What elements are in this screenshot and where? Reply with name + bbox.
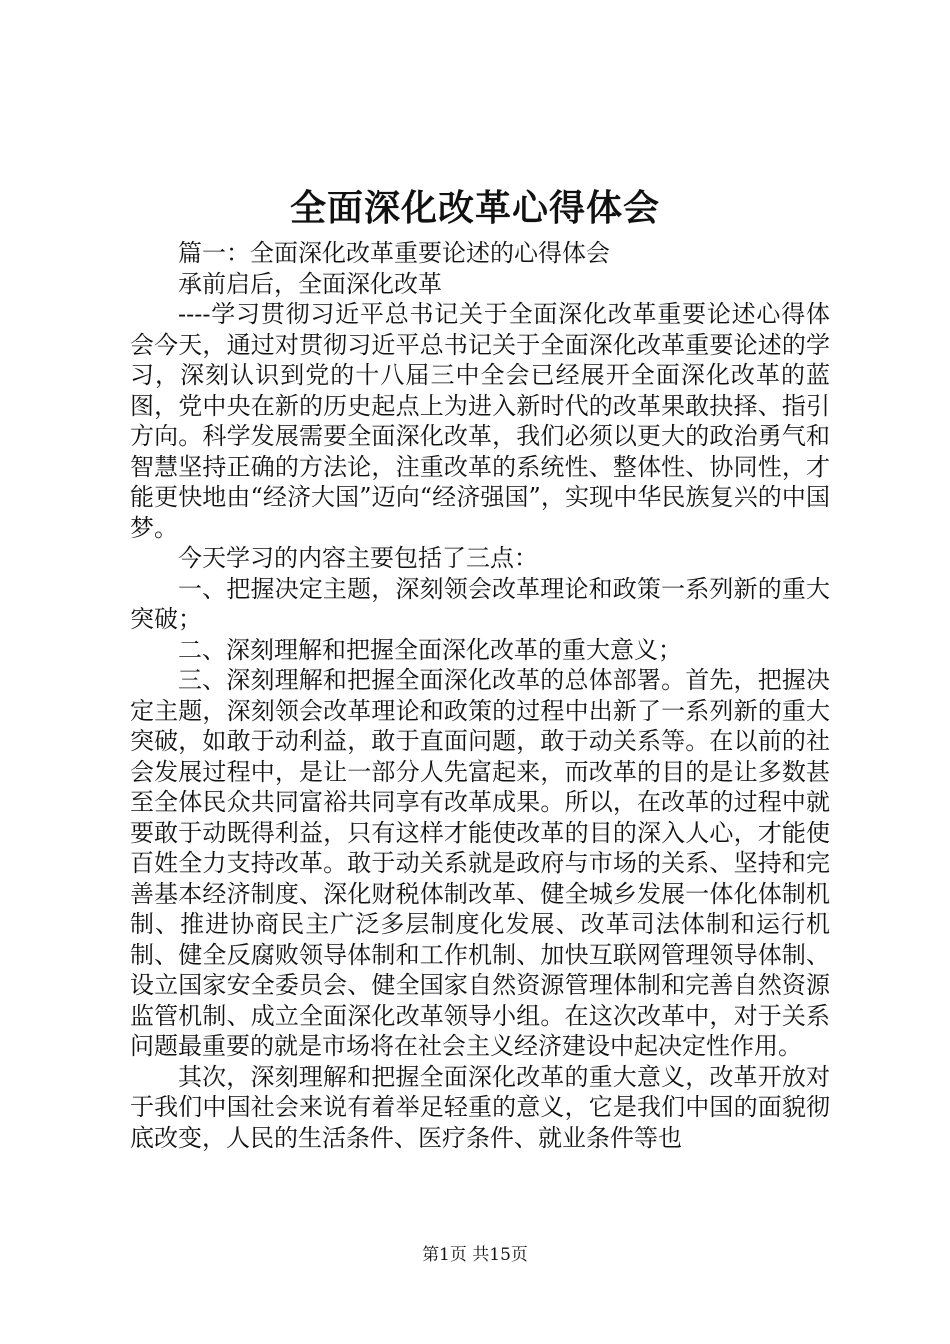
document-title: 全面深化改革心得体会 (289, 187, 660, 229)
paragraph-point-one: 一、把握决定主题，深刻领会改革理论和政策一系列新的重大突破； (130, 574, 830, 633)
paragraph-intro: ----学习贯彻习近平总书记关于全面深化改革重要论述心得体会今天，通过对贯彻习近平总书记关于全面深化改革重要论述的学习，深刻认识到党的十八届三中全会已经展开全面深化改革的蓝图，党中央在新的历史起点上为进入新时代的改革果敢抉择、指引方向。科学发展需要全面深化改革，我们必须以更大的政治勇气和智慧坚持正确的方法论，注重改革的系统性、整体性、协同性，才能更快地由“经济大国”迈向“经济强国”，实现中华民族复兴的中国梦。 (130, 300, 830, 542)
document-body (130, 238, 830, 1153)
paragraph-points-intro: 今天学习的内容主要包括了三点： (178, 544, 538, 572)
paragraph-section-heading: 篇一：全面深化改革重要论述的心得体会 (178, 239, 610, 267)
page-number: 第1页 共15页 (422, 1245, 528, 1265)
paragraph-subtitle: 承前启后，全面深化改革 (178, 269, 442, 298)
paragraph-second: 其次，深刻理解和把握全面深化改革的重大意义，改革开放对于我们中国社会来说有着举足轻重的意义，它是我们中国的面貌彻底改变，人民的生活条件、医疗条件、就业条件等也 (130, 1062, 830, 1152)
paragraph-point-two: 二、深刻理解和把握全面深化改革的重大意义； (178, 635, 682, 664)
paragraph-point-three: 三、深刻理解和把握全面深化改革的总体部署。首先，把握决定主题，深刻领会改革理论和政策的过程中出新了一系列新的重大突破，如敢于动利益，敢于直面问题，敢于动关系等。在以前的社会发展过程中，是让一部分人先富起来，而改革的目的是让多数甚至全体民众共同富裕共同享有改革成果。所以，在改革的过程中就要敢于动既得利益，只有这样才能使改革的目的深入人心，才能使百姓全力支持改革。敢于动关系就是政府与市场的关系、坚持和完善基本经济制度、深化财税体制改革、健全城乡发展一体化体制机制、推进协商民主广泛多层制度化发展、改革司法体制和运行机制、健全反腐败领导体制和工作机制、加快互联网管理领导体制、设立国家安全委员会、健全国家自然资源管理体制和完善自然资源监管机制、成立全面深化改革领导小组。在这次改革中，对于关系问题最重要的就是市场将在社会主义经济建设中起决定性作用。 (130, 666, 830, 1060)
